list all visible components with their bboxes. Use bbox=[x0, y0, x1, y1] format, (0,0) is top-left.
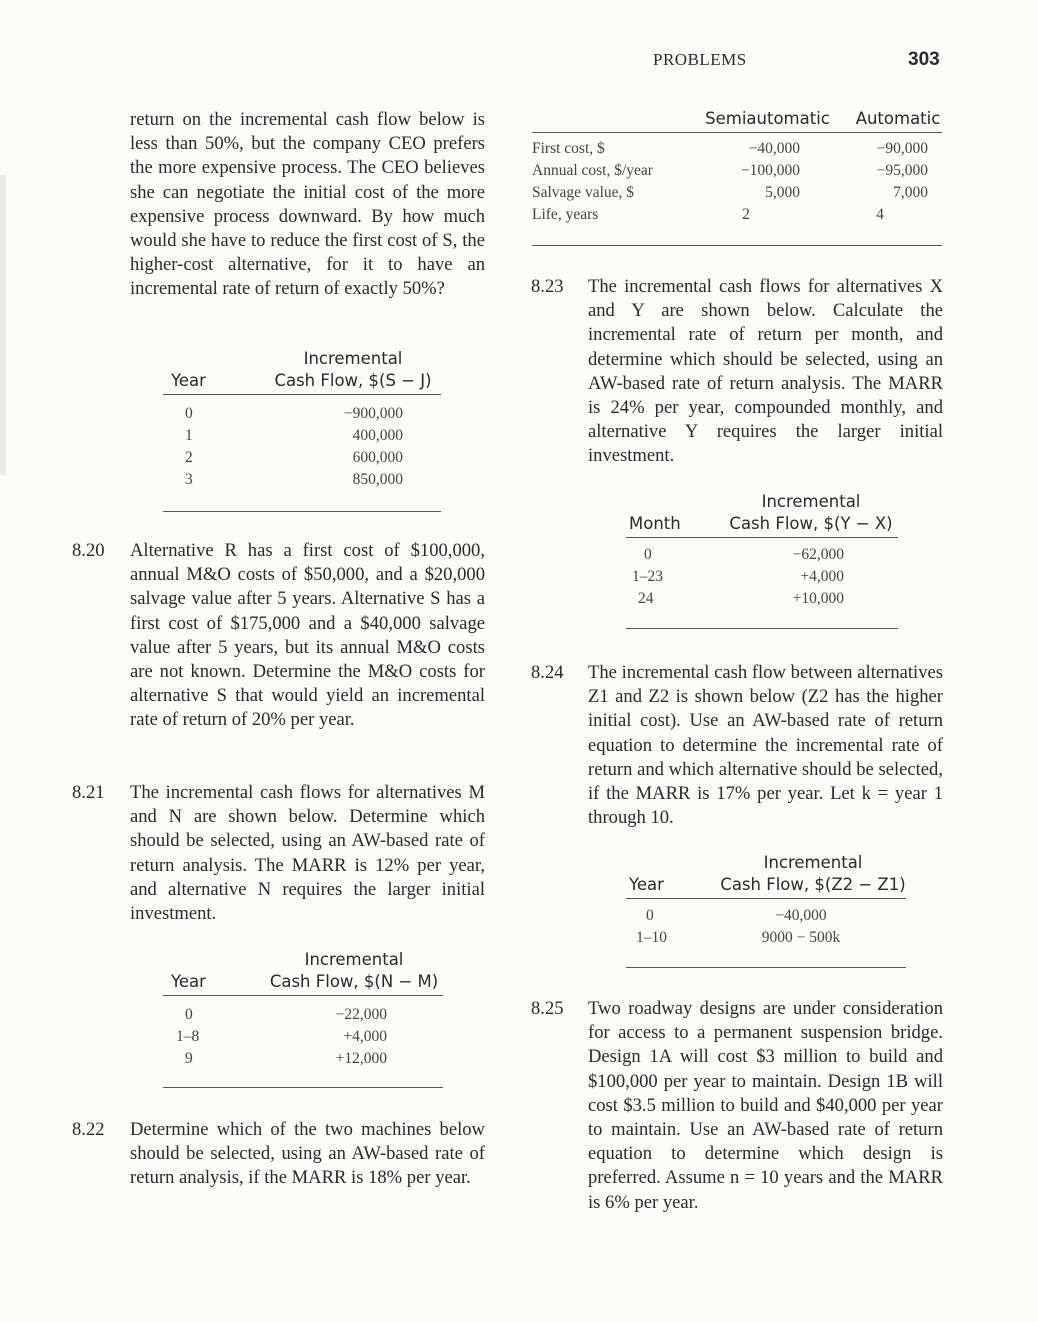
table-y-x bbox=[626, 489, 898, 607]
page-edge-shadow bbox=[0, 175, 6, 475]
page-number: 303 bbox=[908, 49, 940, 70]
table-row: 0 −22,000 bbox=[185, 1006, 387, 1023]
table-body bbox=[163, 403, 443, 491]
table-header-cashflow: Cash Flow, $(Z2 − Z1) bbox=[720, 875, 906, 894]
table-header-rule bbox=[626, 898, 906, 899]
table-row: 0 −40,000 bbox=[646, 907, 827, 924]
problem-number-8-22: 8.22 bbox=[72, 1119, 105, 1140]
table-row: 3 850,000 bbox=[185, 471, 403, 488]
table-row: Life, years 2 4 bbox=[532, 206, 884, 223]
table-row: 9 +12,000 bbox=[185, 1050, 387, 1067]
running-header: PROBLEMS bbox=[653, 50, 747, 69]
problem-number-8-25: 8.25 bbox=[531, 998, 564, 1019]
table-header-automatic: Automatic bbox=[855, 109, 941, 128]
problem-8-24-text: The incremental cash flow between alternatives Z1 and Z2 is shown below (Z2 has the higher initial cost). Use an AW-based rate of return equation to determine the incremental rate of return and which alternative should be selected, if the MARR is 17% per year. Let k = year 1 through 10. bbox=[588, 662, 943, 829]
table-bottom-rule bbox=[163, 1087, 443, 1088]
table-row: 1–23 +4,000 bbox=[632, 568, 844, 585]
table-row: 24 +10,000 bbox=[638, 590, 844, 607]
table-header-month: Month bbox=[629, 514, 681, 533]
table-header-cashflow: Cash Flow, $(N − M) bbox=[269, 972, 439, 991]
table-n-m bbox=[163, 947, 445, 1067]
problem-8-20-text: Alternative R has a first cost of $100,000, annual M&O costs of $50,000, and a $20,000 salvage value after 5 years. Alternative S has a first cost of $175,000 and a $40,000 salvage value after 5 years, but its annual M&O costs are not known. Determine the M&O costs for alternative S that would yield an incremental rate of return of 20% per year. bbox=[130, 540, 485, 731]
problem-8-23-text: The incremental cash flows for alternatives X and Y are shown below. Calculate the incremental rate of return per month, and determine which should be selected, using an AW-based rate of return analysis. The MARR is 24% per year, compounded monthly, and alternative Y requires the larger initial investment. bbox=[588, 276, 943, 467]
table-bottom-rule bbox=[626, 967, 906, 968]
table-header-incremental: Incremental bbox=[303, 349, 403, 368]
table-row: 0 −900,000 bbox=[185, 405, 403, 422]
table-row: 1–10 9000 − 500k bbox=[636, 929, 841, 946]
table-header-rule bbox=[532, 132, 942, 133]
table-row: Salvage value, $ 5,000 7,000 bbox=[532, 184, 928, 201]
table-header-incremental: Incremental bbox=[304, 950, 404, 969]
intro-paragraph: return on the incremental cash flow below is less than 50%, but the company CEO prefers the more expensive process. The CEO believes she can negotiate the initial cost of the more expensive process downward. By how much would she have to reduce the first cost of S, the higher-cost alternative, for it to have an incremental rate of return of exactly 50%? bbox=[130, 109, 485, 300]
table-row: 1–8 +4,000 bbox=[176, 1028, 387, 1045]
table-header-rule bbox=[626, 537, 898, 538]
table-bottom-rule bbox=[532, 245, 942, 246]
table-body bbox=[163, 1004, 445, 1070]
table-header-incremental: Incremental bbox=[761, 492, 861, 511]
problem-number-8-21: 8.21 bbox=[72, 782, 105, 803]
table-z2-z1 bbox=[626, 850, 908, 946]
table-header-rule bbox=[163, 995, 443, 996]
table-header-semiautomatic: Semiautomatic bbox=[705, 109, 830, 128]
problem-number-8-20: 8.20 bbox=[72, 540, 105, 561]
table-machines bbox=[532, 106, 944, 246]
table-row: 1 400,000 bbox=[185, 427, 403, 444]
table-body bbox=[532, 138, 944, 226]
problem-number-8-23: 8.23 bbox=[531, 276, 564, 297]
table-body bbox=[626, 905, 908, 949]
problem-8-22-text: Determine which of the two machines below should be selected, using an AW-based rate of return analysis, if the MARR is 18% per year. bbox=[130, 1119, 485, 1189]
table-bottom-rule bbox=[626, 628, 898, 629]
problem-number-8-24: 8.24 bbox=[531, 662, 564, 683]
problem-8-21-text: The incremental cash flows for alternatives M and N are shown below. Determine which should be selected, using an AW-based rate of return analysis. The MARR is 12% per year, and alternative N requires the larger initial investment. bbox=[130, 782, 485, 925]
table-bottom-rule bbox=[163, 511, 441, 512]
table-header-incremental: Incremental bbox=[763, 853, 863, 872]
table-s-j bbox=[163, 346, 443, 488]
table-row: 2 600,000 bbox=[185, 449, 403, 466]
problem-8-25-text: Two roadway designs are under consideration for access to a permanent suspension bridge. Design 1A will cost $3 million to build and $100,000 per year to maintain. Design 1B will cost $3.5 million to build and $40,000 per year to maintain. Use an AW-based rate of return equation to determine which design is preferred. Assume n = 10 years and the MARR is 6% per year. bbox=[588, 998, 943, 1213]
table-row: First cost, $ −40,000 −90,000 bbox=[532, 140, 928, 157]
table-header-year: Year bbox=[171, 972, 206, 991]
table-header-cashflow: Cash Flow, $(Y − X) bbox=[729, 514, 893, 533]
table-row: 0 −62,000 bbox=[644, 546, 844, 563]
table-header-cashflow: Cash Flow, $(S − J) bbox=[274, 371, 432, 390]
table-header-year: Year bbox=[629, 875, 664, 894]
table-row: Annual cost, $/year −100,000 −95,000 bbox=[532, 162, 928, 179]
table-header-rule bbox=[163, 394, 441, 395]
table-header-year: Year bbox=[171, 371, 206, 390]
table-body bbox=[626, 544, 898, 610]
